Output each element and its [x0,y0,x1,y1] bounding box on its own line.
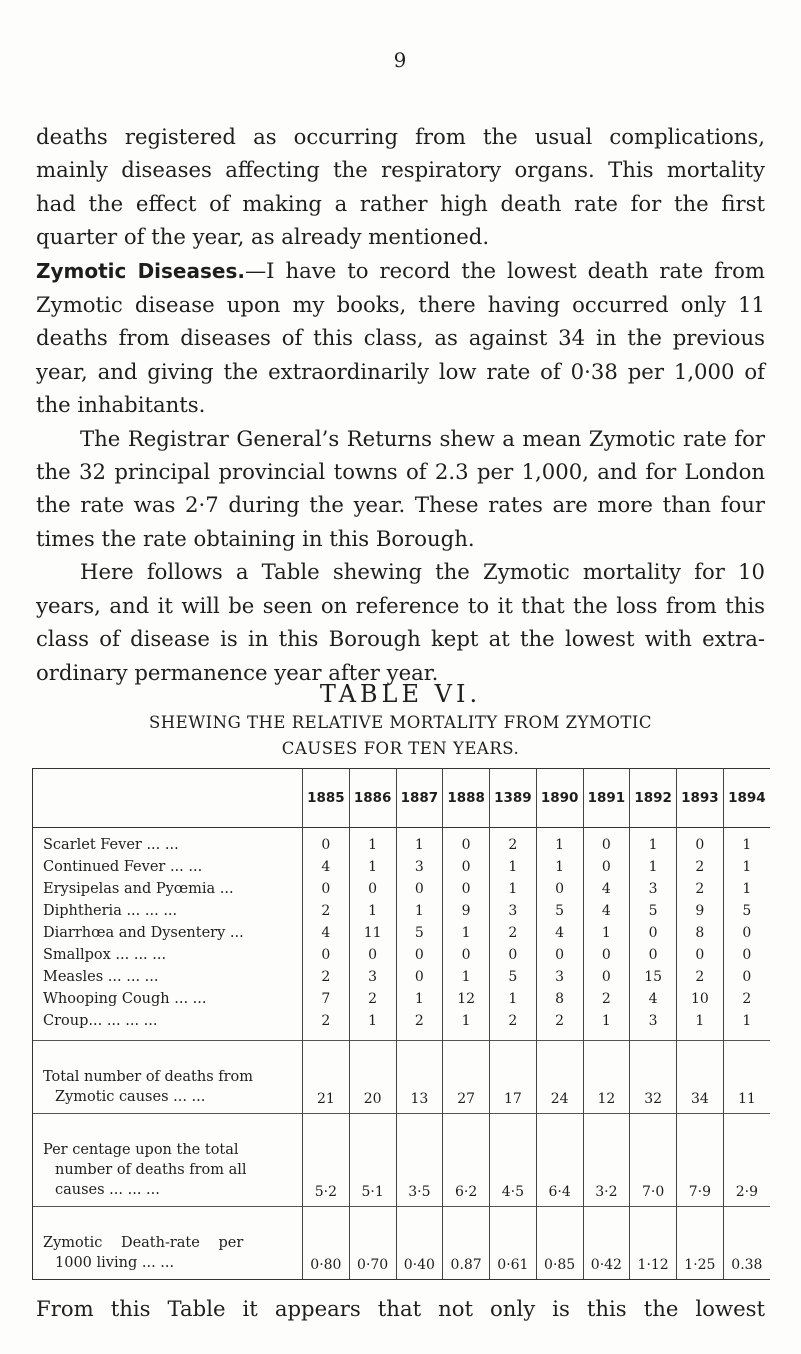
table-cell: 0 [630,922,677,944]
table-cell: 10 [677,988,724,1010]
paragraph-table-intro: Here follows a Table shewing the Zymotic mortality for 10 years, and it will be seen on reference to it that the loss from this class of disease is in this Borough kept at the lowest with extra-ordinary permanence year after year. [36,559,765,685]
table-cell: 0 [396,944,443,966]
row-label: Continued Fever ... ... [33,856,303,878]
table-cell: 2 [723,988,770,1010]
table-cell: 3·2 [583,1114,630,1207]
year-header: 1891 [583,769,630,828]
table-cell: 1 [490,856,537,878]
table-cell: 0 [677,944,724,966]
row-label [33,1041,303,1114]
table-cell: 5 [490,966,537,988]
row-label: Erysipelas and Pyœmia ... [33,878,303,900]
table-cell: 1 [723,856,770,878]
table-cell: 3 [536,966,583,988]
table-cell: 0.87 [443,1207,490,1280]
row-label-line: number of deaths from all [55,1162,247,1178]
table-cell: 0 [723,966,770,988]
table-cell: 3 [396,856,443,878]
row-label-line: Zymotic Death-rate per [43,1235,244,1251]
table-row-measles [33,966,771,988]
table-cell: 3 [630,878,677,900]
table-cell: 1 [583,922,630,944]
table-cell: 5 [536,900,583,922]
table-cell: 4·5 [490,1114,537,1207]
row-label-line: 1000 living ... ... [55,1255,175,1271]
table-cell: 5 [396,922,443,944]
year-header: 1887 [396,769,443,828]
table-cell: 0 [583,966,630,988]
table-cell: 0 [443,828,490,857]
table-cell: 0 [490,944,537,966]
row-label: Croup... ... ... ... [33,1010,303,1041]
table-cell: 0 [303,828,350,857]
year-header: 1894 [723,769,770,828]
row-label-line: Per centage upon the total [43,1142,239,1158]
table-cell: 0.38 [723,1207,770,1280]
table-title: TABLE VI. [319,680,482,708]
row-label [33,1207,303,1280]
table-cell: 5·1 [349,1114,396,1207]
row-label: Whooping Cough ... ... [33,988,303,1010]
table-cell: 2 [396,1010,443,1041]
table-cell: 1 [443,966,490,988]
table-cell: 2 [303,966,350,988]
table-cell: 1 [349,1010,396,1041]
table-row-erysipelas [33,878,771,900]
table-cell: 1 [490,878,537,900]
table-cell: 4 [536,922,583,944]
table-subtitle-line1: SHEWING THE RELATIVE MORTALITY FROM ZYMOTIC [148,713,653,732]
year-header: 1892 [630,769,677,828]
table-cell: 0·42 [583,1207,630,1280]
table-cell: 0 [536,944,583,966]
row-label: Smallpox ... ... ... [33,944,303,966]
table-cell: 1 [349,828,396,857]
year-header: 1886 [349,769,396,828]
closing-text: From this Table it appears that not only is this the lowest [36,1296,765,1321]
table-cell: 0 [583,856,630,878]
table-cell: 2 [490,1010,537,1041]
table-cell: 20 [349,1041,396,1114]
table-cell: 0·80 [303,1207,350,1280]
table-cell: 1·12 [630,1207,677,1280]
table-cell: 0 [536,878,583,900]
table-cell: 0 [443,878,490,900]
table-row-smallpox [33,944,771,966]
row-label: Measles ... ... ... [33,966,303,988]
table-cell: 15 [630,966,677,988]
table-cell: 1 [536,856,583,878]
year-header: 1893 [677,769,724,828]
table-cell: 3 [490,900,537,922]
table-cell: 21 [303,1041,350,1114]
paragraph-zymotic [36,254,765,422]
table-cell: 2 [536,1010,583,1041]
table-cell: 1 [583,1010,630,1041]
table-row-whooping-cough [33,988,771,1010]
table-cell: 1 [443,1010,490,1041]
paragraph-registrar: The Registrar General’s Returns shew a mean Zymotic rate for the 32 principal provincial towns of 2.3 per 1,000, and for London the rate was 2·7 during the year. These rates are more than four times the rate obtaining in this Borough. [36,425,765,551]
table-row-diphtheria [33,900,771,922]
table-cell: 2 [677,856,724,878]
paragraph-continuation: deaths registered as occurring from the usual complications, mainly diseases affecting the respiratory organs. This mortality had the effect of making a rather high death rate for the first quarter of the year, as already mentioned. [36,124,765,250]
table-cell: 1 [723,828,770,857]
table-cell: 1·25 [677,1207,724,1280]
zymotic-mortality-table [32,768,770,1280]
table-cell: 0 [396,878,443,900]
table-cell: 1 [396,988,443,1010]
table-cell: 0 [677,828,724,857]
table-cell: 0 [723,922,770,944]
table-row-death-rate [33,1207,771,1280]
table-cell: 0·70 [349,1207,396,1280]
table-cell: 0 [723,944,770,966]
table-cell: 2 [349,988,396,1010]
table-row-croup [33,1010,771,1041]
table-cell: 3·5 [396,1114,443,1207]
table-cell: 0 [349,944,396,966]
table-cell: 0·85 [536,1207,583,1280]
table-cell: 8 [677,922,724,944]
table-cell: 2 [677,878,724,900]
table-cell: 3 [630,1010,677,1041]
table-cell: 4 [303,856,350,878]
table-cell: 0 [396,966,443,988]
table-cell: 7 [303,988,350,1010]
table-cell: 2 [677,966,724,988]
table-row-total-deaths [33,1041,771,1114]
table-cell: 32 [630,1041,677,1114]
table-cell: 5·2 [303,1114,350,1207]
table-cell: 0 [583,944,630,966]
table-cell: 24 [536,1041,583,1114]
table-cell: 0 [349,878,396,900]
table-cell: 11 [349,922,396,944]
table-cell: 0·40 [396,1207,443,1280]
year-header: 1885 [303,769,350,828]
table-cell: 27 [443,1041,490,1114]
table-cell: 13 [396,1041,443,1114]
table-cell: 1 [396,900,443,922]
table-cell: 7·9 [677,1114,724,1207]
table-cell: 4 [303,922,350,944]
table-header-row [33,769,771,828]
table-subtitle [0,710,801,762]
table-cell: 0 [303,878,350,900]
table-cell: 1 [490,988,537,1010]
table-cell: 3 [349,966,396,988]
table-cell: 1 [630,828,677,857]
year-header: 1888 [443,769,490,828]
table-cell: 12 [443,988,490,1010]
row-label: Scarlet Fever ... ... [33,828,303,857]
table-cell: 0 [303,944,350,966]
table-cell: 1 [677,1010,724,1041]
table-cell: 6·4 [536,1114,583,1207]
table-cell: 4 [630,988,677,1010]
table-cell: 2 [303,900,350,922]
table-cell: 1 [349,900,396,922]
table-cell: 1 [396,828,443,857]
table-cell: 1 [723,878,770,900]
table-row-percentage [33,1114,771,1207]
table-cell: 2·9 [723,1114,770,1207]
table-cell: 0 [583,828,630,857]
table-cell: 12 [583,1041,630,1114]
table-cell: 4 [583,878,630,900]
row-label: Diarrhœa and Dysentery ... [33,922,303,944]
page-number: 9 [393,48,408,72]
row-label-line: causes ... ... ... [55,1182,160,1198]
table-cell: 1 [443,922,490,944]
table-cell: 1 [723,1010,770,1041]
table-cell: 2 [303,1010,350,1041]
table-cell: 5 [723,900,770,922]
table-cell: 1 [349,856,396,878]
paragraph-zymotic-text: —I have to record the lowest death rate from Zymotic disease upon my books, there having occurred only 11 deaths from diseases of this class, as against 34 in the previous year, and giving the extraordinarily low rate of 0·38 per 1,000 of the inhabitants. [36,257,765,418]
row-label: Diphtheria ... ... ... [33,900,303,922]
table-subtitle-line2: CAUSES FOR TEN YEARS. [281,739,520,758]
table-cell: 1 [630,856,677,878]
table-cell: 0 [443,944,490,966]
table-cell: 9 [443,900,490,922]
section-heading-zymotic: Zymotic Diseases. [36,258,245,283]
table-row-continued-fever [33,856,771,878]
row-label-line: Zymotic causes ... ... [55,1089,206,1105]
table-cell: 0 [630,944,677,966]
row-label-line: Total number of deaths from [43,1069,254,1085]
table-cell: 8 [536,988,583,1010]
table-row-scarlet-fever [33,828,771,857]
table-cell: 11 [723,1041,770,1114]
table-cell: 2 [583,988,630,1010]
table-cell: 0 [443,856,490,878]
table-cell: 2 [490,922,537,944]
table-cell: 2 [490,828,537,857]
table-cell: 1 [536,828,583,857]
table-cell: 34 [677,1041,724,1114]
row-label [33,1114,303,1207]
year-header: 1389 [490,769,537,828]
year-header: 1890 [536,769,583,828]
body-text [36,120,765,689]
table-cell: 7·0 [630,1114,677,1207]
table-cell: 5 [630,900,677,922]
table-cell: 4 [583,900,630,922]
table-cell: 9 [677,900,724,922]
header-label-cell [33,769,303,828]
table-cell: 17 [490,1041,537,1114]
table-cell: 0·61 [490,1207,537,1280]
table-row-diarrhoea [33,922,771,944]
table-cell: 6·2 [443,1114,490,1207]
